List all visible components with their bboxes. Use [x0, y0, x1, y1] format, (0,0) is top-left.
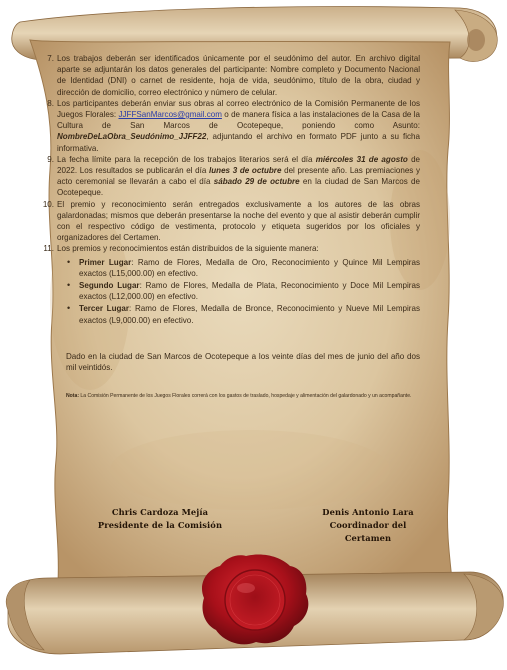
signer-name: Denis Antonio Lara [322, 507, 414, 517]
emphasis-text: NombreDeLaObra_Seudónimo_JJFF22 [57, 132, 207, 142]
rule-text: , adjuntando el archivo en formato PDF junto a su ficha informativa. [57, 132, 420, 153]
note-label: Nota: [66, 393, 80, 400]
document-body [44, 53, 420, 400]
closing-statement: Dado en la ciudad de San Marcos de Ocotepeque a los veinte días del mes de junio del año dos mil veintidós. [66, 351, 420, 373]
rule-text: El premio y reconocimiento serán entregados exclusivamente a los autores de las obras galardonadas; mismos que deberán presentarse la noche del evento y que al asistir deberán cumplir con el respectivo código de vestimenta, protocolo y etiqueta sugeridos por los oficiales y organizadores del Certamen. [57, 199, 420, 243]
prize-description: : Ramo de Flores, Medalla de Bronce, Reconocimiento y Nueve Mil Lempiras exactos (L9,000.00) en efectivo. [79, 304, 420, 325]
rule-item [44, 98, 420, 154]
note [66, 393, 420, 400]
signer-name: Chris Cardoza Mejía [111, 507, 209, 517]
rule-text: Los premios y reconocimientos están distribuidos de la siguiente manera: [57, 244, 319, 254]
rule-text: La fecha límite para la recepción de los trabajos literarios será el día [57, 154, 316, 164]
rule-text: Los participantes deberán enviar sus obras al correo electrónico de la Comisión Permanente de los Juegos Florales: [57, 98, 420, 120]
prize-description: : Ramo de Flores, Medalla de Plata, Reconocimiento y Doce Mil Lempiras exactos (L12,000.00) en efectivo. [79, 281, 420, 302]
emphasis-text: lunes 3 de octubre [209, 166, 282, 176]
prize-item [57, 303, 420, 325]
rule-item [44, 243, 420, 325]
emphasis-text: sábado 29 de octubre [213, 177, 300, 187]
rule-number: 9. [47, 154, 54, 164]
prize-description: : Ramo de Flores, Medalla de Oro, Reconocimiento y Quince Mil Lempiras exactos (L15,000.00) en efectivo. [79, 257, 420, 278]
rule-number: 11. [43, 244, 54, 254]
rule-text: del presente año. Las premiaciones y acto ceremonial se llevarán a cabo el día [57, 166, 421, 187]
rule-item [44, 154, 420, 199]
rule-item [44, 199, 420, 244]
rule-number: 8. [47, 98, 54, 108]
signer-title: Coordinador del Certamen [329, 520, 407, 543]
prize-item [57, 257, 420, 279]
prize-item [57, 280, 420, 302]
rule-text: Los trabajos deberán ser identificados únicamente por el seudónimo del autor. En archivo digital aparte se adjuntarán los datos generales del participante: Nombre completo y Documento Nacional de Identidad (DNI) o carnet de residente, hoja de vida, seudónimo, título de la obra, ciudad y dirección de domicilio, correo electrónico y número de celular. [57, 54, 420, 97]
rule-number: 10. [42, 199, 54, 209]
rules-list [44, 53, 420, 326]
email-link[interactable]: JJFFSanMarcos@gmail.com [118, 110, 222, 120]
prize-label: Primer Lugar [79, 257, 132, 267]
signature-block-president [96, 506, 224, 532]
prizes-list [57, 257, 420, 326]
rule-number: 7. [47, 54, 54, 63]
rule-text: en la ciudad de San Marcos de Ocotepeque. [57, 177, 420, 198]
rule-item [44, 53, 420, 98]
prize-label: Segundo Lugar [79, 281, 140, 291]
signer-title: Presidente de la Comisión [97, 520, 223, 530]
note-text: La Comisión Permanente de los Juegos Florales correrá con los gastos de traslado, hospedaje y alimentación del galardonado y un acompañante. [79, 393, 412, 400]
emphasis-text: miércoles 31 de agosto [315, 154, 408, 164]
rule-text: de 2022. Los resultados se publicarán el día [57, 154, 421, 176]
prize-label: Tercer Lugar [79, 304, 130, 314]
signature-block-coordinator [308, 506, 428, 545]
rule-text: o de manera física a las instalaciones de la Casa de la Cultura de San Marcos de Ocotepeque, poniendo como Asunto: [57, 110, 420, 131]
